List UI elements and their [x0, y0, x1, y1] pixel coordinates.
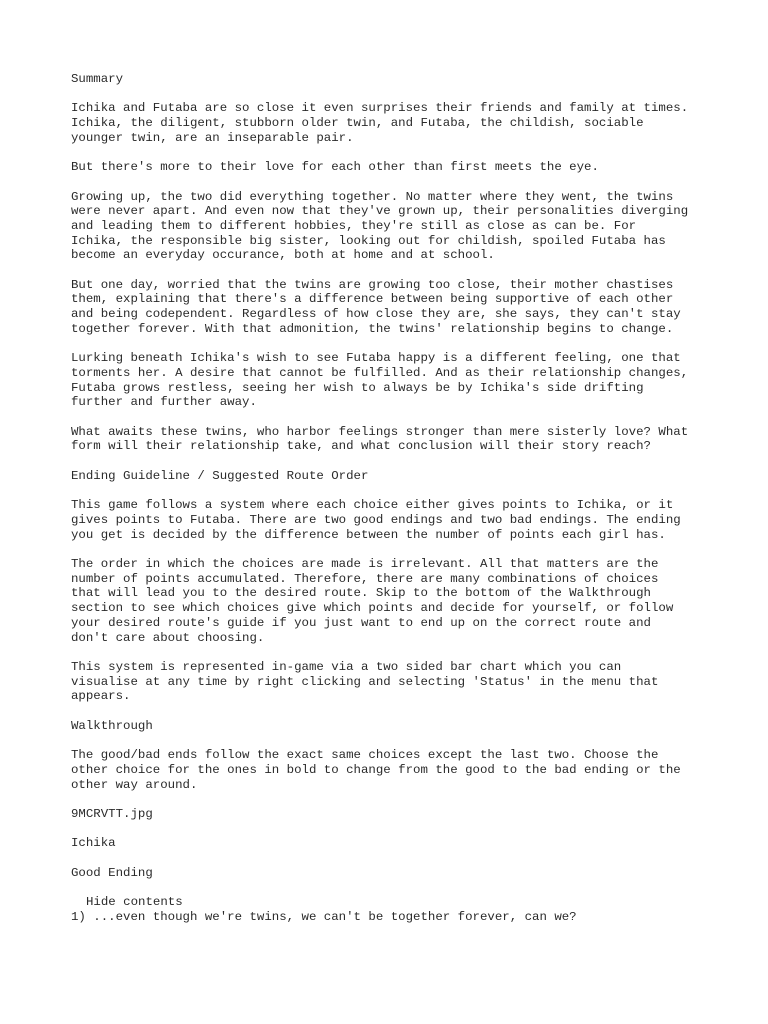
hide-contents-toggle[interactable]: Hide contents	[86, 895, 183, 910]
guideline-paragraph-3: This system is represented in-game via a two sided bar chart which you can visualise at any time by right clicking and selecting 'Status' in the menu that appears.	[71, 659, 659, 704]
summary-paragraph-3: Growing up, the two did everything together. No matter where they went, the twins were never apart. And even now that they've grown up, their personalities diverging and leading them to different hobbies, they're still as close as can be. For Ichika, the responsible big sister, looking out for childish, spoiled Futaba has become an everyday occurance, both at home and at school.	[71, 189, 689, 263]
walkthrough-paragraph-1: The good/bad ends follow the exact same choices except the last two. Choose the other choice for the ones in bold to change from the good to the bad ending or the other way around.	[71, 748, 681, 792]
walkthrough-heading: Walkthrough	[71, 718, 153, 733]
summary-paragraph-5: Lurking beneath Ichika's wish to see Futaba happy is a different feeling, one that torments her. A desire that cannot be fulfilled. And as their relationship changes, Futaba grows restless, seeing her wish to always be by Ichika's side drifting further and further away.	[71, 351, 689, 410]
route-name: Ichika	[71, 836, 116, 851]
summary-paragraph-6: What awaits these twins, who harbor feelings stronger than mere sisterly love? What form will their relationship take, and what conclusion will their story reach?	[71, 424, 689, 454]
guideline-paragraph-2: The order in which the choices are made is irrelevant. All that matters are the number of points accumulated. Therefore, there are many combinations of choices that will lead you to the desired route. Skip to the bottom of the Walkthrough section to see which choices give which points and decide for yourself, or follow your desired route's guide if you just want to end up on the correct route and don't care about choosing.	[71, 557, 674, 645]
image-filename: 9MCRVTT.jpg	[71, 806, 153, 821]
ending-name: Good Ending	[71, 865, 153, 880]
document-body	[71, 72, 731, 925]
choice-item-1: 1) ...even though we're twins, we can't be together forever, can we?	[71, 909, 577, 924]
summary-paragraph-2: But there's more to their love for each other than first meets the eye.	[71, 160, 599, 175]
guideline-paragraph-1: This game follows a system where each choice either gives points to Ichika, or it gives points to Futaba. There are two good endings and two bad endings. The ending you get is decided by the difference between the number of points each girl has.	[71, 498, 681, 542]
guideline-heading: Ending Guideline / Suggested Route Order	[71, 468, 369, 483]
summary-paragraph-4: But one day, worried that the twins are growing too close, their mother chastises them, explaining that there's a difference between being supportive of each other and being codependent. Regardless of how close they are, she says, they can't stay together forever. With that admonition, the twins' relationship begins to change.	[71, 277, 681, 336]
summary-heading: Summary	[71, 72, 124, 86]
summary-paragraph-1: Ichika and Futaba are so close it even surprises their friends and family at times. Ichika, the diligent, stubborn older twin, and Futaba, the childish, sociable younger twin, are an inseparable pair.	[71, 101, 689, 145]
